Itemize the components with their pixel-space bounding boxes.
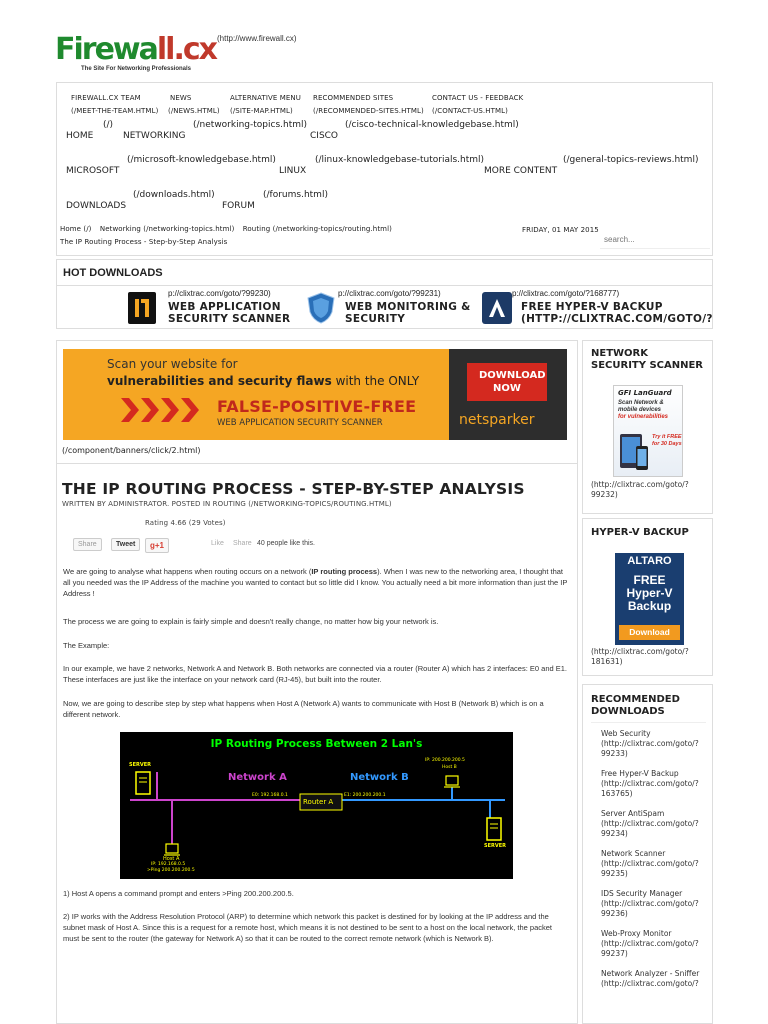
- hot-download-item[interactable]: [305, 289, 485, 329]
- sidebar-scanner-url[interactable]: (http://clixtrac.com/goto/?99232): [591, 480, 689, 499]
- article-paragraph: The Example:: [63, 641, 110, 650]
- page-date: FRIDAY, 01 MAY 2015: [522, 226, 599, 234]
- topnav-label: RECOMMENDED SITES: [313, 94, 394, 102]
- banner-line2-a: vulnerabilities and security flaws: [107, 374, 332, 388]
- gplus-button[interactable]: g+1: [145, 538, 169, 553]
- topnav-label: CONTACT US - FEEDBACK: [432, 94, 524, 102]
- banner-line1: Scan your website for: [107, 357, 238, 371]
- topnav-url: (/SITE-MAP.HTML): [230, 107, 293, 115]
- share-button[interactable]: Share: [73, 538, 102, 551]
- topnav-label: NEWS: [170, 94, 192, 102]
- diagram-host-a: Host A: [163, 856, 180, 862]
- logo-text-a: Firewa: [55, 32, 157, 67]
- banner-link[interactable]: (/component/banners/click/2.html): [62, 446, 201, 455]
- logo-text-b: ll.cx: [156, 32, 216, 67]
- fb-share-button[interactable]: Share: [233, 540, 252, 547]
- article-paragraph: 2) IP works with the Address Resolution Protocol (ARP) to determine which network this packet is destined for by looking at the IP address and the subnet mask of Host A. Since this is a request for a remote host, which means it is not destined to be sent to a host on the local network, the packet must be sent to the router (the gateway for Network A) so that it can be routed to the correct remote network (which is Network B).: [63, 912, 553, 943]
- topnav-url: (/MEET-THE-TEAM.HTML): [71, 107, 159, 115]
- mainnav-microsoft-url[interactable]: (/microsoft-knowledgebase.html): [127, 155, 276, 165]
- hot-download-title: [521, 301, 713, 325]
- gfi-brand: GFI LanGuard: [618, 389, 672, 397]
- sidebar-recommended-heading: RECOMMENDED DOWNLOADS: [591, 694, 680, 717]
- breadcrumb-current: The IP Routing Process - Step-by-Step Analysis: [60, 238, 228, 246]
- article-paragraph: Now, we are going to describe step by step what happens when Host A (Network A) wants to communicate with Host B (Network B) which is on a different network.: [63, 699, 544, 719]
- recommended-url: (http://clixtrac.com/goto/?99234): [601, 819, 699, 838]
- chevrons-icon: [121, 396, 211, 429]
- mainnav-microsoft[interactable]: MICROSOFT: [66, 166, 120, 176]
- mainnav-cisco[interactable]: CISCO: [310, 131, 339, 141]
- topnav-label: FIREWALL.CX TEAM: [71, 94, 141, 102]
- hot-download-item[interactable]: [480, 289, 712, 329]
- topnav-item-recommended[interactable]: [313, 92, 424, 118]
- hot-downloads-heading: HOT DOWNLOADS: [63, 267, 163, 279]
- breadcrumb: [60, 225, 520, 233]
- diagram-e0: E0: 192.168.0.1: [252, 793, 288, 798]
- article-paragraph: In our example, we have 2 networks, Network A and Network B. Both networks are connected via a router (Router A) which has 2 interfaces: E0 and E1. These interfaces are just like the interface on your network card (RJ-45), but built into the router.: [63, 664, 568, 684]
- recommended-item[interactable]: [601, 969, 706, 989]
- breadcrumb-networking[interactable]: Networking (/networking-topics.html): [99, 225, 235, 233]
- mainnav-more[interactable]: MORE CONTENT: [484, 166, 558, 176]
- banner-line2: [107, 374, 419, 388]
- altaro-download-button[interactable]: Download: [619, 625, 680, 640]
- altaro-brand: ALTARO: [627, 555, 672, 567]
- recommended-item[interactable]: [601, 849, 706, 879]
- article-paragraph: [63, 566, 568, 599]
- banner-brand: netsparker: [459, 412, 535, 428]
- gfi-try: Try it FREE for 30 Days: [652, 434, 682, 447]
- recommended-url: (http://clixtrac.com/goto/?: [601, 979, 699, 988]
- logo-text: [55, 32, 216, 67]
- recommended-url: (http://clixtrac.com/goto/?99236): [601, 899, 699, 918]
- hot-download-title-1: WEB APPLICATION: [168, 301, 281, 313]
- hot-download-item[interactable]: [128, 289, 308, 329]
- recommended-url: (http://clixtrac.com/goto/?163765): [601, 779, 699, 798]
- mainnav-cisco-url[interactable]: (/cisco-technical-knowledgebase.html): [345, 120, 519, 130]
- recommended-item[interactable]: [601, 889, 706, 919]
- article-rating: Rating 4.66 (29 Votes): [145, 519, 226, 527]
- mainnav-networking-url[interactable]: (/networking-topics.html): [193, 120, 308, 130]
- article-paragraph: The process we are going to explain is fairly simple and doesn't really change, no matter how big your network is.: [63, 617, 439, 626]
- logo-tagline: The Site For Networking Professionals: [81, 66, 192, 72]
- recommended-name: Network Analyzer - Sniffer: [601, 969, 700, 978]
- logo-url[interactable]: (http://www.firewall.cx): [217, 34, 297, 43]
- banner-big: FALSE-POSITIVE-FREE: [217, 397, 417, 416]
- altaro-icon: [482, 292, 512, 324]
- recommended-name: Web Security: [601, 729, 651, 738]
- mainnav-downloads[interactable]: DOWNLOADS: [66, 201, 127, 211]
- p1-bold: IP routing process: [311, 567, 378, 576]
- divider: [56, 463, 578, 464]
- diagram-router-label: Router A: [303, 798, 334, 806]
- hot-download-title-2: SECURITY: [345, 313, 406, 325]
- gfi-line3: for vulnerabilities: [618, 414, 669, 420]
- hot-download-divider: [56, 285, 713, 286]
- hot-download-title-1: WEB MONITORING &: [345, 301, 471, 313]
- sidebar-scanner-heading: NETWORK SECURITY SCANNER: [591, 348, 704, 371]
- recommended-url: (http://clixtrac.com/goto/?99233): [601, 739, 699, 758]
- banner-sub: WEB APPLICATION SECURITY SCANNER: [217, 418, 383, 428]
- shield-icon: [307, 292, 335, 324]
- mainnav-home[interactable]: HOME: [66, 131, 94, 141]
- p1-a: We are going to analyse what happens when routing occurs on a network (: [63, 567, 312, 576]
- hot-download-url: p://clixtrac.com/goto/?168777): [512, 289, 620, 298]
- mainnav-downloads-url[interactable]: (/downloads.html): [133, 190, 215, 200]
- recommended-name: Network Scanner: [601, 849, 666, 858]
- mainnav-forum-url[interactable]: (/forums.html): [263, 190, 328, 200]
- mainnav-more-url[interactable]: (/general-topics-reviews.html): [563, 155, 699, 165]
- diagram-server-left: SERVER: [129, 762, 152, 768]
- recommended-url: (http://clixtrac.com/goto/?99237): [601, 939, 699, 958]
- diagram-network-b: Network B: [350, 772, 409, 783]
- altaro-backup: Backup: [627, 599, 672, 613]
- hot-download-title-1: FREE HYPER-V BACKUP: [521, 301, 663, 313]
- like-button[interactable]: Like: [211, 540, 224, 547]
- article-title: THE IP ROUTING PROCESS - STEP-BY-STEP ANALYSIS: [62, 480, 525, 498]
- search-input[interactable]: [600, 231, 710, 249]
- article-paragraph: 1) Host A opens a command prompt and enters >Ping 200.200.200.5.: [63, 889, 294, 898]
- recommended-item[interactable]: [601, 929, 706, 959]
- topnav-item-team[interactable]: [71, 92, 158, 118]
- topnav-item-alt-menu[interactable]: [230, 92, 301, 118]
- mainnav-networking[interactable]: NETWORKING: [123, 131, 186, 141]
- topnav-label: ALTERNATIVE MENU: [230, 94, 301, 102]
- devices-icon: [618, 426, 650, 474]
- recommended-item[interactable]: [601, 729, 706, 759]
- altaro-ad[interactable]: [615, 553, 684, 645]
- altaro-free: FREE: [633, 573, 666, 587]
- recommended-name: Web-Proxy Monitor: [601, 929, 672, 938]
- diagram-e1: E1: 200.200.200.1: [344, 793, 386, 798]
- recommended-item[interactable]: [601, 809, 706, 839]
- topnav-url: (/NEWS.HTML): [168, 107, 220, 115]
- topnav-item-contact[interactable]: [432, 92, 523, 118]
- article-byline: WRITTEN BY ADMINISTRATOR. POSTED IN ROUTING (/NETWORKING-TOPICS/ROUTING.HTML): [62, 500, 392, 508]
- diagram-host-b-ip: IP: 200.200.200.5: [425, 758, 465, 763]
- gfi-ad[interactable]: [613, 385, 683, 477]
- gfi-ad-text: [618, 400, 668, 421]
- site-logo[interactable]: [55, 32, 216, 78]
- recommended-item[interactable]: [601, 769, 706, 799]
- diagram-title: IP Routing Process Between 2 Lan's: [210, 738, 423, 750]
- topnav-item-news[interactable]: [168, 92, 220, 118]
- netsparker-banner[interactable]: [63, 349, 567, 440]
- likes-count: 40 people like this.: [257, 540, 315, 547]
- mainnav-forum[interactable]: FORUM: [222, 201, 255, 211]
- diagram-host-b: Host B: [442, 765, 457, 770]
- topnav-url: (/RECOMMENDED-SITES.HTML): [313, 107, 424, 115]
- diagram-host-a-ip: IP: 192.168.0.5: [151, 862, 186, 867]
- gfi-line1: Scan Network &: [618, 400, 664, 406]
- netsparker-icon: [128, 292, 156, 324]
- recommended-divider: [591, 722, 706, 723]
- banner-line2-b: with the ONLY: [335, 374, 420, 388]
- banner-download-button[interactable]: DOWNLOAD NOW: [467, 363, 547, 401]
- sidebar-hyperv-heading: HYPER-V BACKUP: [591, 527, 689, 538]
- hot-download-title-2: SECURITY SCANNER: [168, 313, 291, 325]
- recommended-name: IDS Security Manager: [601, 889, 683, 898]
- routing-diagram: [120, 732, 513, 879]
- diagram-network-a: Network A: [228, 772, 287, 783]
- mainnav-linux[interactable]: LINUX: [279, 166, 307, 176]
- altaro-hyperv: Hyper-V: [626, 586, 673, 600]
- diagram-server-right: SERVER: [484, 843, 507, 849]
- hot-download-title: [168, 301, 290, 325]
- mainnav-home-url[interactable]: (/): [103, 120, 114, 130]
- hot-download-url: p://clixtrac.com/goto/?99231): [338, 289, 441, 298]
- sidebar-hyperv-url[interactable]: (http://clixtrac.com/goto/?181631): [591, 647, 689, 666]
- recommended-name: Free Hyper-V Backup: [601, 769, 679, 778]
- recommended-url: (http://clixtrac.com/goto/?99235): [601, 859, 699, 878]
- mainnav-linux-url[interactable]: (/linux-knowledgebase-tutorials.html): [315, 155, 485, 165]
- breadcrumb-home[interactable]: Home (/): [60, 225, 92, 233]
- p1-c: ). When I was new to the networking area, I thought that all you needed was the IP Address of the machine you wanted to contact but so little did I know. You actually need a bit more information than just the IP Address !: [63, 567, 568, 598]
- topnav-url: (/CONTACT-US.HTML): [432, 107, 508, 115]
- breadcrumb-routing[interactable]: Routing (/networking-topics/routing.html): [242, 225, 392, 233]
- share-bar: [63, 537, 563, 555]
- hot-download-title: [345, 301, 471, 325]
- diagram-host-a-cmd: >Ping 200.200.200.5: [147, 868, 195, 873]
- hot-download-title-2: (HTTP://CLIXTRAC.COM/GOTO/?: [521, 313, 713, 325]
- hot-download-url: p://clixtrac.com/goto/?99230): [168, 289, 271, 298]
- tweet-button[interactable]: Tweet: [111, 538, 140, 551]
- gfi-line2: mobile devices: [618, 407, 662, 413]
- recommended-name: Server AntiSpam: [601, 809, 665, 818]
